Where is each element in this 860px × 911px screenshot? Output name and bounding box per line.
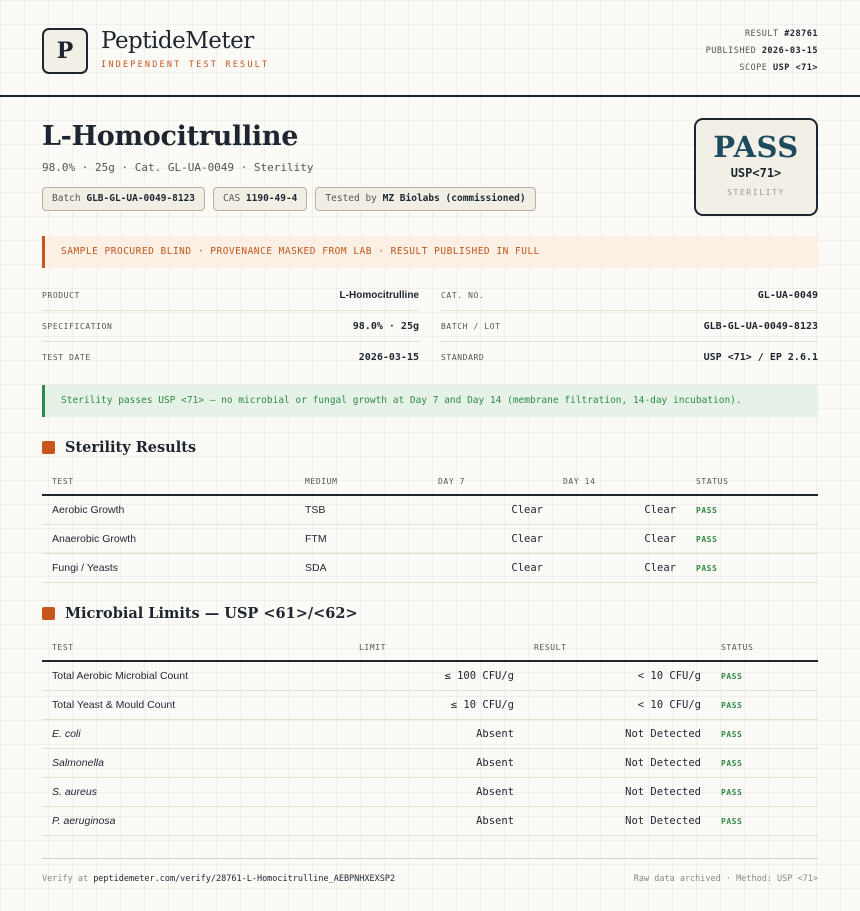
- verdict-stamp: [694, 118, 818, 216]
- table-row: Fungi / Yeasts SDA Clear Clear PASS: [42, 554, 818, 583]
- table-row: S. aureus Absent Not Detected PASS: [42, 778, 818, 807]
- status-badge: PASS: [686, 554, 818, 583]
- col-status: STATUS: [686, 468, 818, 495]
- verdict-word: PASS: [713, 130, 799, 164]
- col-medium: MEDIUM: [295, 468, 428, 495]
- report-header: [0, 0, 860, 97]
- col-result: RESULT: [524, 634, 711, 661]
- microbial-title: Microbial Limits — USP <61>/<62>: [65, 605, 358, 622]
- status-badge: PASS: [711, 807, 818, 836]
- archive-note: Raw data archived · Method: USP <71>: [633, 874, 818, 884]
- verdict-standard: USP<71>: [730, 166, 782, 180]
- info-row-standard: STANDARD USP <71> / EP 2.6.1: [441, 351, 818, 363]
- status-badge: PASS: [711, 749, 818, 778]
- result-scope: SCOPE USP <71>: [739, 63, 818, 73]
- brand-logo: P: [42, 28, 88, 74]
- status-badge: PASS: [686, 525, 818, 554]
- sterility-heading: [42, 439, 196, 456]
- cas-chip: CAS 1190-49-4: [213, 187, 307, 211]
- published-date: PUBLISHED 2026-03-15: [705, 46, 818, 56]
- col-day14: DAY 14: [553, 468, 686, 495]
- microbial-table: [42, 634, 818, 836]
- status-badge: PASS: [711, 691, 818, 720]
- table-row: Aerobic Growth TSB Clear Clear PASS: [42, 495, 818, 525]
- status-badge: PASS: [711, 720, 818, 749]
- verify-link[interactable]: peptidemeter.com/verify/28761-L-Homocitrulline_AEBPNHXEXSP2: [93, 874, 396, 884]
- sterility-title: Sterility Results: [65, 439, 197, 456]
- sterility-table: [42, 468, 818, 583]
- info-row-product: PRODUCT L-Homocitrulline: [42, 280, 419, 311]
- info-grid-right: [441, 280, 818, 372]
- info-grid-left: [42, 280, 419, 372]
- info-row-batch: BATCH / LOT GLB-GL-UA-0049-8123: [441, 311, 818, 342]
- table-row: Salmonella Absent Not Detected PASS: [42, 749, 818, 778]
- verdict-scope: STERILITY: [727, 188, 785, 197]
- product-title: L-Homocitrulline: [42, 121, 299, 152]
- col-status: STATUS: [711, 634, 818, 661]
- table-row: Total Aerobic Microbial Count ≤ 100 CFU/g < 10 CFU/g PASS: [42, 661, 818, 691]
- verify-note: Verify at peptidemeter.com/verify/28761-L-Homocitrulline_AEBPNHXEXSP2: [42, 874, 396, 884]
- microbial-header-row: [42, 634, 818, 661]
- product-chips: [42, 187, 536, 211]
- microbial-heading: [42, 605, 358, 622]
- info-row-test-date: TEST DATE 2026-03-15: [42, 351, 419, 363]
- brand-name: PeptideMeter: [101, 28, 254, 54]
- table-row: P. aeruginosa Absent Not Detected PASS: [42, 807, 818, 836]
- status-badge: PASS: [686, 495, 818, 525]
- summary-banner: Sterility passes USP <71> — no microbial or fungal growth at Day 7 and Day 14 (membrane filtration, 14-day incubation).: [42, 385, 818, 417]
- status-badge: PASS: [711, 778, 818, 807]
- col-day7: DAY 7: [428, 468, 553, 495]
- table-row: Total Yeast & Mould Count ≤ 10 CFU/g < 10 CFU/g PASS: [42, 691, 818, 720]
- col-test: TEST: [42, 468, 295, 495]
- sterility-header-row: [42, 468, 818, 495]
- col-test: TEST: [42, 634, 349, 661]
- brand-tagline: INDEPENDENT TEST RESULT: [101, 60, 270, 70]
- status-badge: PASS: [711, 661, 818, 691]
- batch-chip: Batch GLB-GL-UA-0049-8123: [42, 187, 205, 211]
- section-marker-icon: [42, 607, 55, 620]
- table-row: E. coli Absent Not Detected PASS: [42, 720, 818, 749]
- result-meta: [706, 29, 818, 80]
- footer-divider: [42, 858, 818, 859]
- section-marker-icon: [42, 441, 55, 454]
- col-limit: LIMIT: [349, 634, 524, 661]
- result-id: RESULT #28761: [744, 29, 818, 39]
- info-row-cat-no: CAT. NO. GL-UA-0049: [441, 280, 818, 311]
- info-row-specification: SPECIFICATION 98.0% · 25g: [42, 311, 419, 342]
- provenance-banner: SAMPLE PROCURED BLIND · PROVENANCE MASKED FROM LAB · RESULT PUBLISHED IN FULL: [42, 236, 818, 268]
- product-subtitle: 98.0% · 25g · Cat. GL-UA-0049 · Sterility: [42, 161, 314, 174]
- table-row: Anaerobic Growth FTM Clear Clear PASS: [42, 525, 818, 554]
- tested-by-chip: Tested by MZ Biolabs (commissioned): [315, 187, 535, 211]
